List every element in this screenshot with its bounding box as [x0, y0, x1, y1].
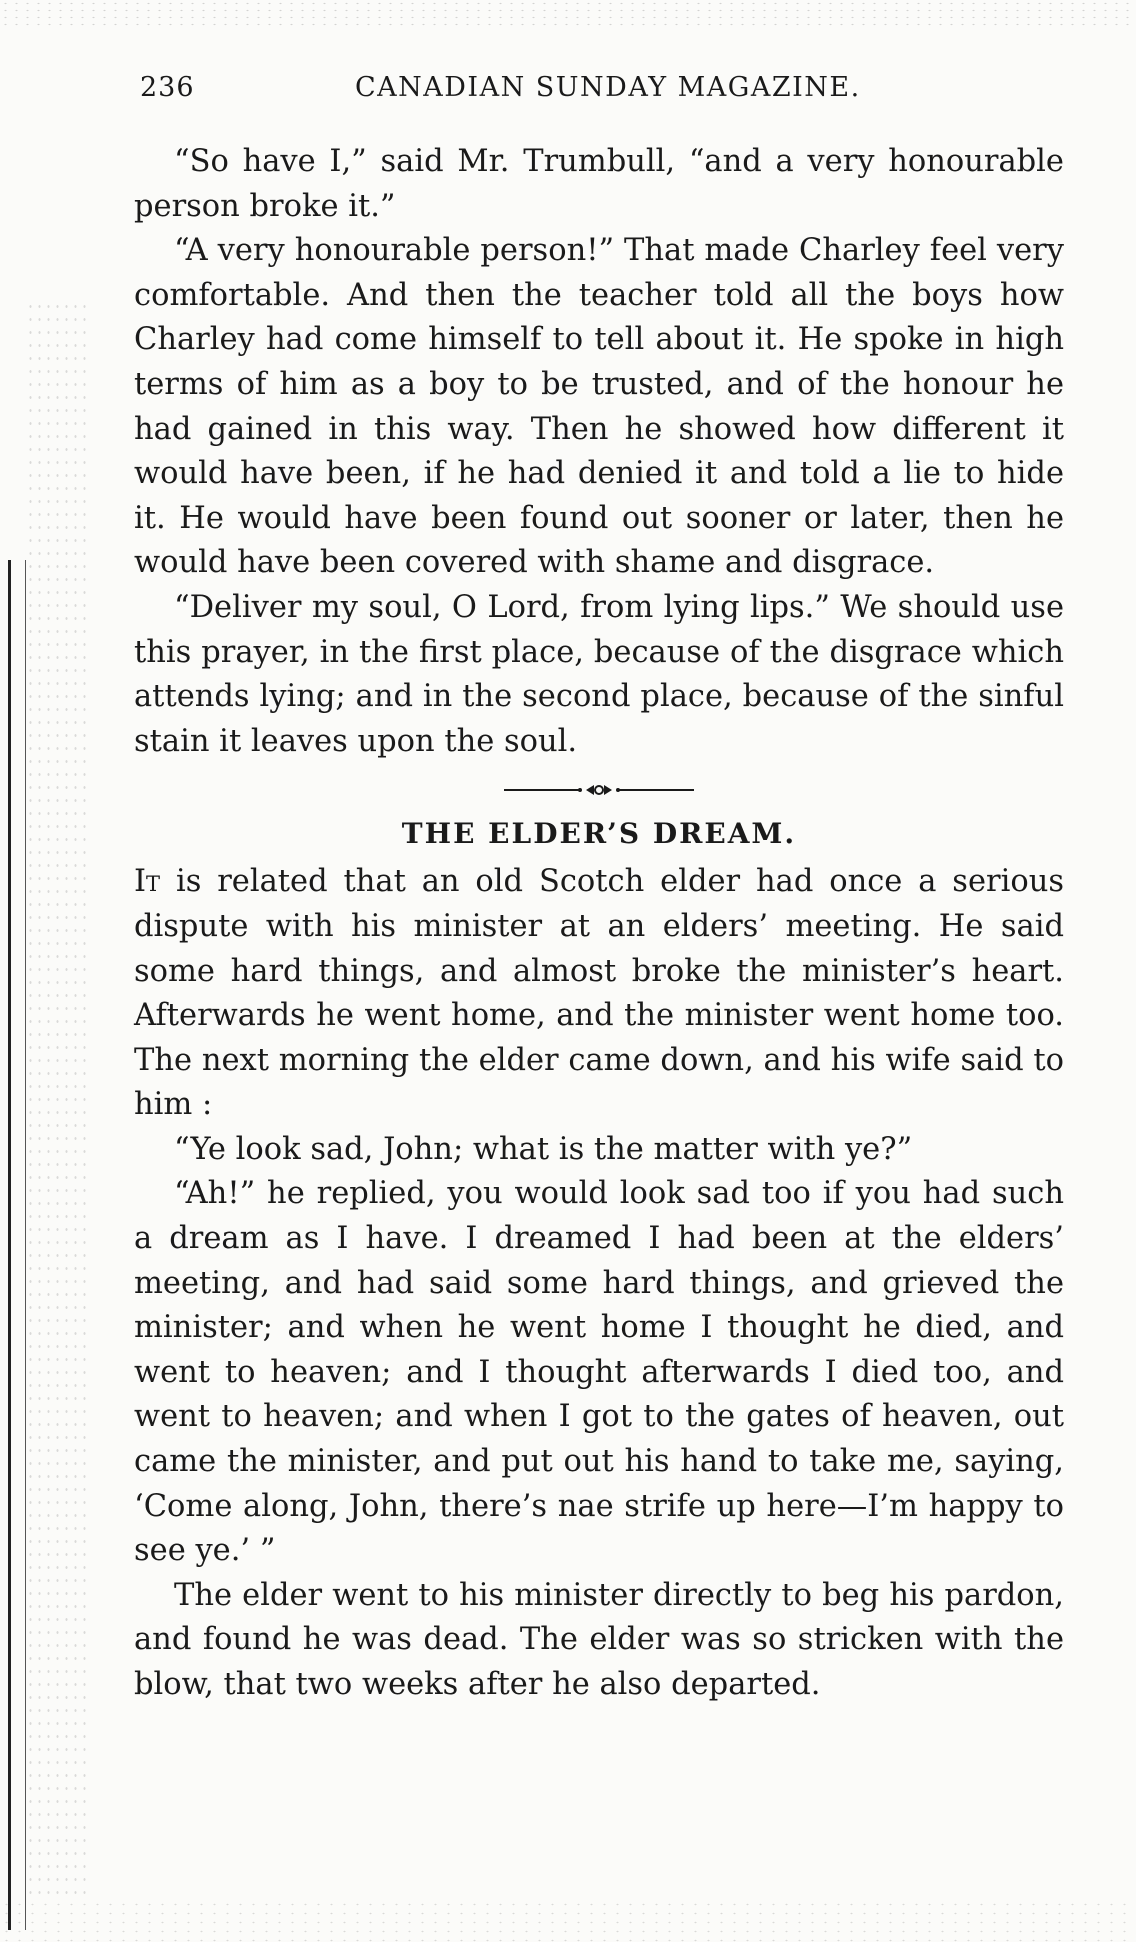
article-opening-paragraph — [134, 860, 1064, 1128]
magazine-title: CANADIAN SUNDAY MAGAZINE. — [355, 72, 861, 103]
paragraph: “Ye look sad, John; what is the matter with ye?” — [174, 1131, 913, 1167]
section-divider-ornament — [134, 770, 1064, 810]
paragraph: “Deliver my soul, O Lord, from lying lips.” We should use this prayer, in the first place, because of the disgrace which attends lying; and in the second place, because of the sinful stain it leaves upon the soul. — [134, 589, 1064, 759]
page-number: 236 — [140, 72, 195, 103]
binding-edge — [8, 560, 26, 1930]
opening-text: is related that an old Scotch elder had once a serious dispute with his minister at an elders’ meeting. He said some hard things, and almost broke the minister’s heart. Afterwards he went home, and the minister went home too. The next morning the elder came down, and his wife said to him : — [134, 864, 1064, 1123]
paper-speckle-top — [0, 0, 1136, 28]
article-title: THE ELDER’S DREAM. — [401, 817, 797, 851]
paragraph: “So have I,” said Mr. Trumbull, “and a very honourable person broke it.” — [134, 144, 1064, 224]
paragraph: “A very honourable person!” That made Charley feel very comfortable. And then the teacher told all the boys how Charley had come himself to tell about it. He spoke in high terms of him as a boy to be trusted, and of the honour he had gained in this way. Then he showed how different it would have been, if he had denied it and told a lie to hide it. He would have been found out sooner or later, then he would have been covered with shame and disgrace. — [134, 233, 1064, 581]
divider-rule-icon — [504, 783, 694, 797]
paper-speckle-bottom — [0, 1900, 1136, 1942]
paragraph: The elder went to his minister directly to beg his pardon, and found he was dead. The elder was so stricken with the blow, that two weeks after he also departed. — [134, 1577, 1064, 1702]
paper-speckle-binding — [26, 300, 86, 1900]
opening-word: It — [134, 864, 161, 900]
running-head — [140, 72, 1060, 112]
paragraph: “Ah!” he replied, you would look sad too if you had such a dream as I have. I dreamed I had been at the elders’ meeting, and had said some hard things, and grieved the minister; and when he went home I thought he died, and went to heaven; and I thought afterwards I died too, and went to heaven; and when I got to the gates of heaven, out came the minister, and put out his hand to take me, saying, ‘Come along, John, there’s nae strife up here—I’m happy to see ye.’ ” — [134, 1176, 1064, 1569]
text-column — [134, 140, 1064, 1708]
